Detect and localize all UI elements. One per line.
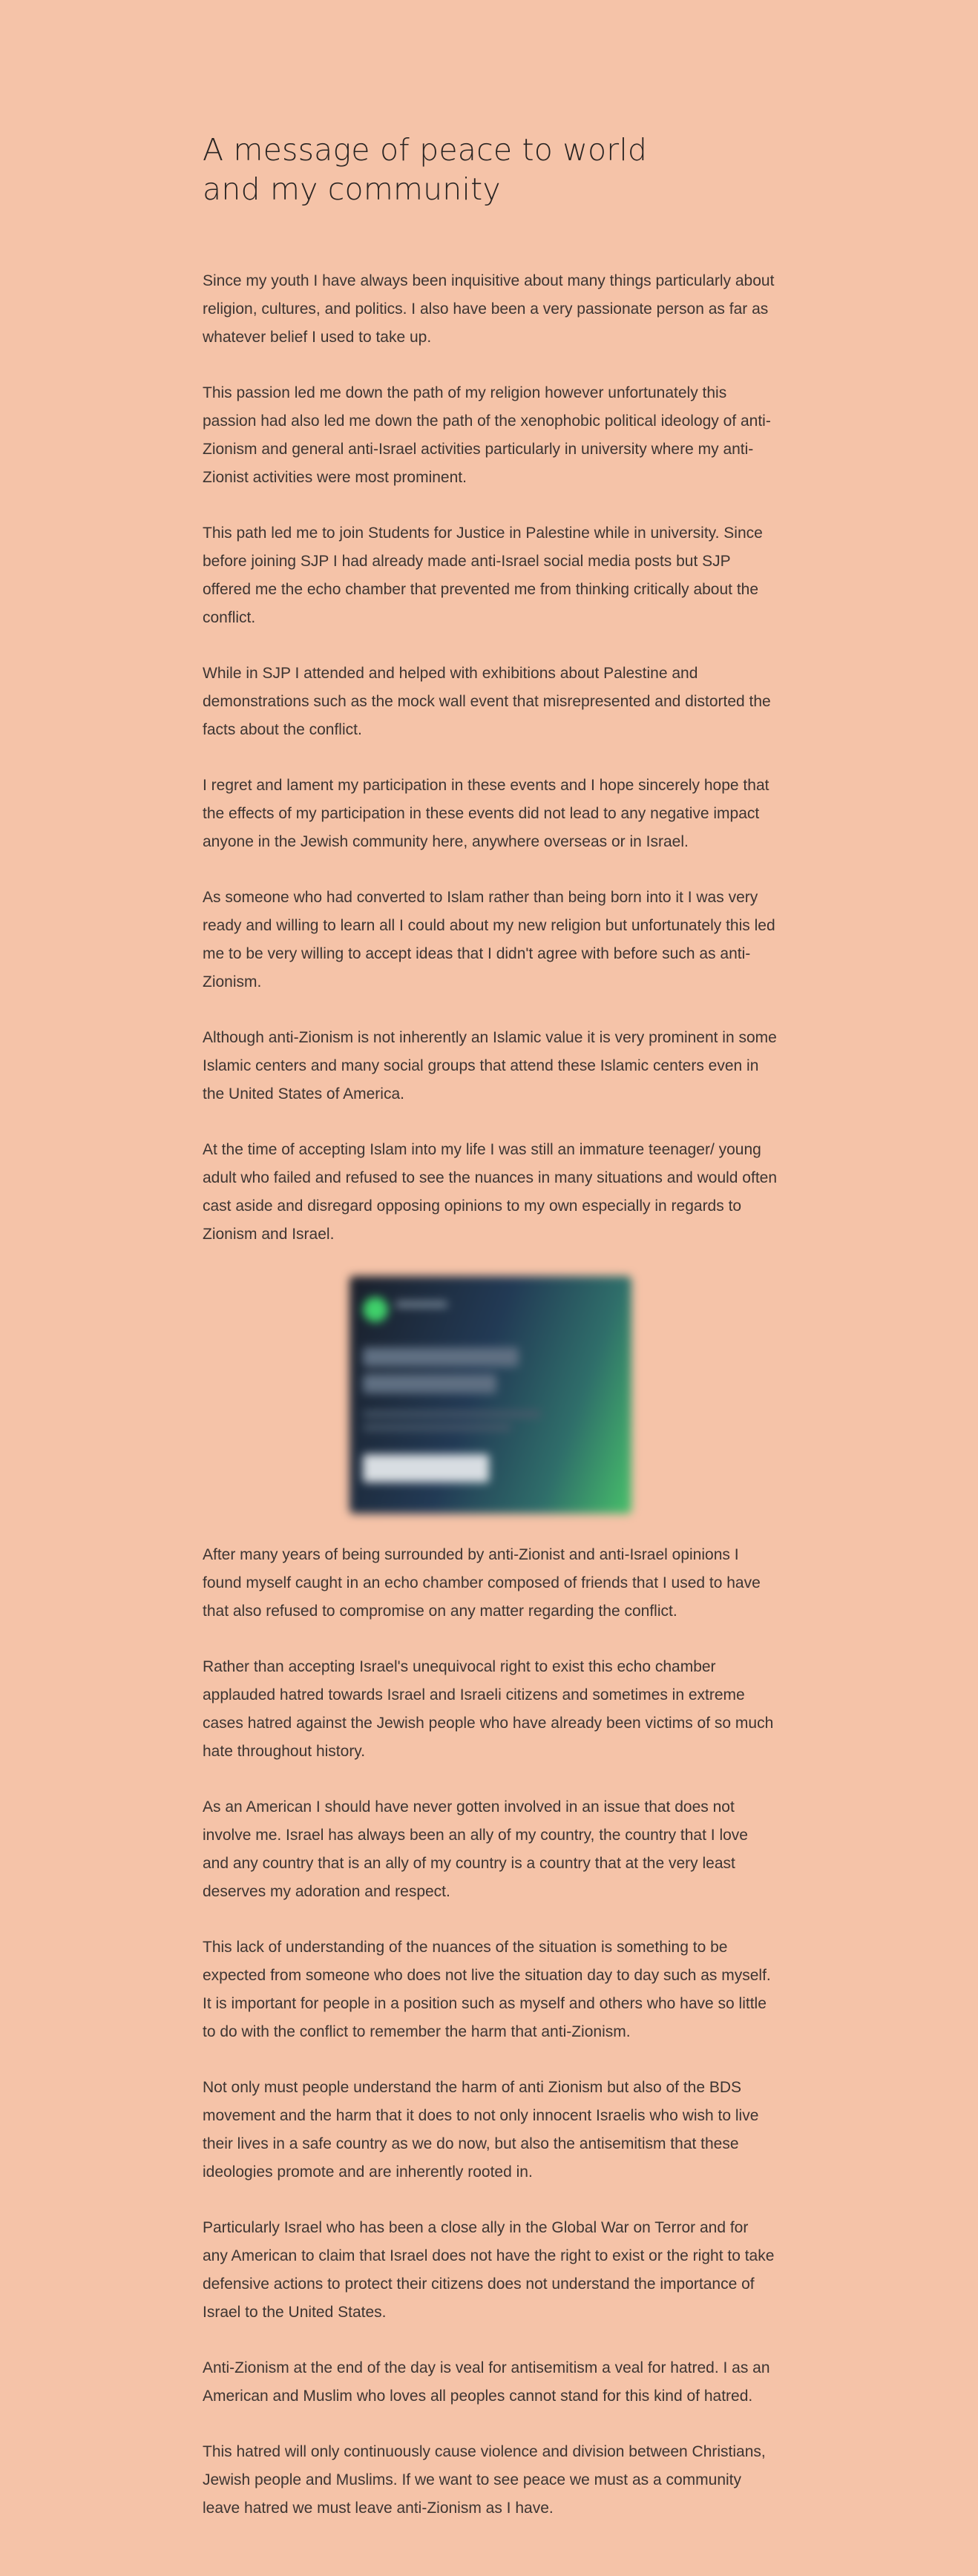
paragraph: Not only must people understand the harm of anti Zionism but also of the BDS movement and the harm that it does to not only innocent Israelis who wish to live their lives in a safe country as we do now, but also the antisemitism that these ideologies promote and are inherently rooted in. xyxy=(203,2079,759,2181)
image-headline-line xyxy=(363,1374,496,1393)
logo-text-placeholder xyxy=(396,1301,447,1307)
image-subtext-line xyxy=(363,1411,541,1417)
image-subtext-line xyxy=(363,1425,511,1430)
paragraph: I regret and lament my participation in these events and I hope sincerely hope that the effects of my participation in these events did not lead to any negative impact anyone in the Jewish community here, anywhere overseas or in Israel. xyxy=(203,777,769,850)
article xyxy=(203,131,778,2550)
paragraph: Particularly Israel who has been a close ally in the Global War on Terror and for any American to claim that Israel does not have the right to exist or the right to take defensive actions to protect their citizens does not understand the importance of Israel to the United States. xyxy=(203,2219,775,2321)
blurred-article-image xyxy=(349,1276,631,1514)
image-headline-line xyxy=(363,1347,519,1367)
paragraph: Anti-Zionism at the end of the day is veal for antisemitism a veal for hatred. I as an American and Muslim who loves all peoples cannot stand for this kind of hatred. xyxy=(203,2359,770,2405)
paragraph: Since my youth I have always been inquisitive about many things particularly about religion, cultures, and politics. I also have been a very passionate person as far as whatever belief I used to take up. xyxy=(203,272,775,346)
paragraph: Although anti-Zionism is not inherently an Islamic value it is very prominent in some Islamic centers and many social groups that attend these Islamic centers even in the United States of America. xyxy=(203,1029,777,1103)
paragraph: Rather than accepting Israel's unequivocal right to exist this echo chamber applauded hatred towards Israel and Israeli citizens and sometimes in extreme cases hatred against the Jewish people who have already been victims of so much hate throughout history. xyxy=(203,1658,774,1760)
paragraph: As someone who had converted to Islam rather than being born into it I was very ready and willing to learn all I could about my new religion but unfortunately this led me to be very willing to accept ideas that I didn't agree with before such as anti-Zionism. xyxy=(203,889,775,990)
paragraph: This path led me to join Students for Justice in Palestine while in university. Since before joining SJP I had already made anti-Israel social media posts but SJP offered me the echo chamber that prevented me from thinking critically about the conflict. xyxy=(203,525,763,626)
paragraph: While in SJP I attended and helped with exhibitions about Palestine and demonstrations such as the mock wall event that misrepresented and distorted the facts about the conflict. xyxy=(203,665,771,738)
paragraph: After many years of being surrounded by anti-Zionist and anti-Israel opinions I found myself caught in an echo chamber composed of friends that I used to have that also refused to compromise on any matter regarding the conflict. xyxy=(203,1546,761,1620)
image-card xyxy=(349,1276,631,1514)
paragraph: This lack of understanding of the nuances of the situation is something to be expected from someone who does not live the situation day to day such as myself. It is important for people in a position such as myself and others who have so little to do with the conflict to remember the harm that anti-Zionism. xyxy=(203,1939,771,2040)
paragraph: This hatred will only continuously cause violence and division between Christians, Jewish people and Muslims. If we want to see peace we must as a community leave hatred we must leave anti-Zionism as I have. xyxy=(203,2443,766,2517)
paragraph: This passion led me down the path of my religion however unfortunately this passion had also led me down the path of the xenophobic political ideology of anti-Zionism and general anti-Israel activities particularly in university where my anti-Zionist activities were most prominent. xyxy=(203,384,771,486)
paragraph: At the time of accepting Islam into my life I was still an immature teenager/ young adult who failed and refused to see the nuances in many situations and would often cast aside and disregard opposing opinions to my own especially in regards to Zionism and Israel. xyxy=(203,1141,778,1243)
image-button-placeholder xyxy=(363,1454,489,1482)
article-body xyxy=(203,267,778,2523)
logo-icon xyxy=(363,1297,388,1322)
paragraph: As an American I should have never gotten involved in an issue that does not involve me. Israel has always been an ally of my country, the country that I love and any country that is an ally of my country is a country that at the very least deserves my adoration and respect. xyxy=(203,1798,748,1900)
article-title: A message of peace to world and my community xyxy=(203,132,648,207)
